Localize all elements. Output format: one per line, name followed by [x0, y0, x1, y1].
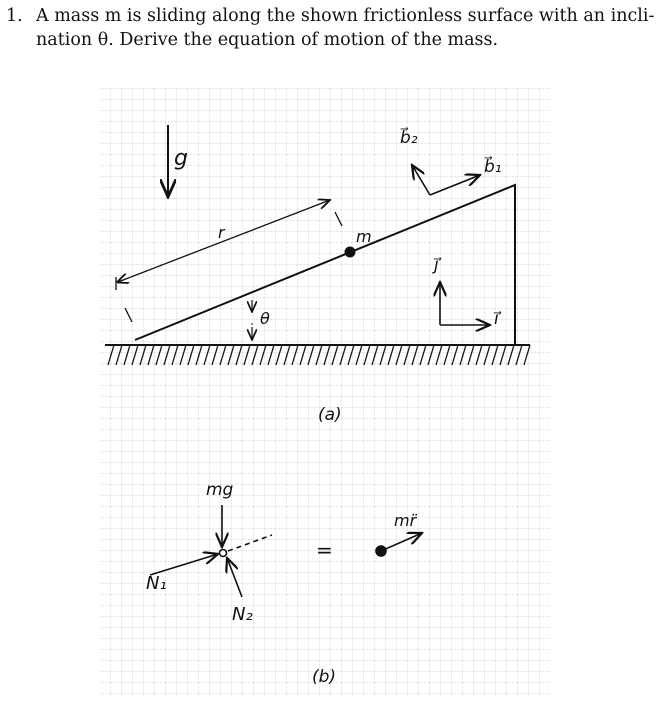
problem-line-1: A mass m is sliding along the shown frictionless surface with an incli- — [36, 6, 655, 26]
label-g: g — [174, 146, 188, 171]
particle-circle — [220, 550, 227, 557]
label-m: m — [356, 227, 372, 246]
label-b2: b⃗₂ — [400, 128, 418, 148]
problem-number: 1. — [6, 6, 23, 26]
label-n1: N₁ — [146, 573, 167, 594]
equals-sign: = — [316, 538, 333, 562]
label-j: j⃗ — [434, 255, 439, 275]
label-i: i⃗ — [494, 309, 499, 329]
problem-line-2: nation θ. Derive the equation of motion of the mass. — [36, 30, 499, 50]
label-theta: θ — [260, 309, 270, 328]
label-r: r — [218, 223, 225, 242]
label-mg: mg — [206, 480, 234, 500]
mass-dot — [346, 248, 355, 257]
label-b1: b⃗₁ — [484, 157, 502, 177]
label-n2: N₂ — [232, 604, 253, 625]
caption-b: (b) — [312, 667, 337, 687]
label-mr: mr̈ — [394, 511, 417, 530]
caption-a: (a) — [318, 405, 342, 425]
